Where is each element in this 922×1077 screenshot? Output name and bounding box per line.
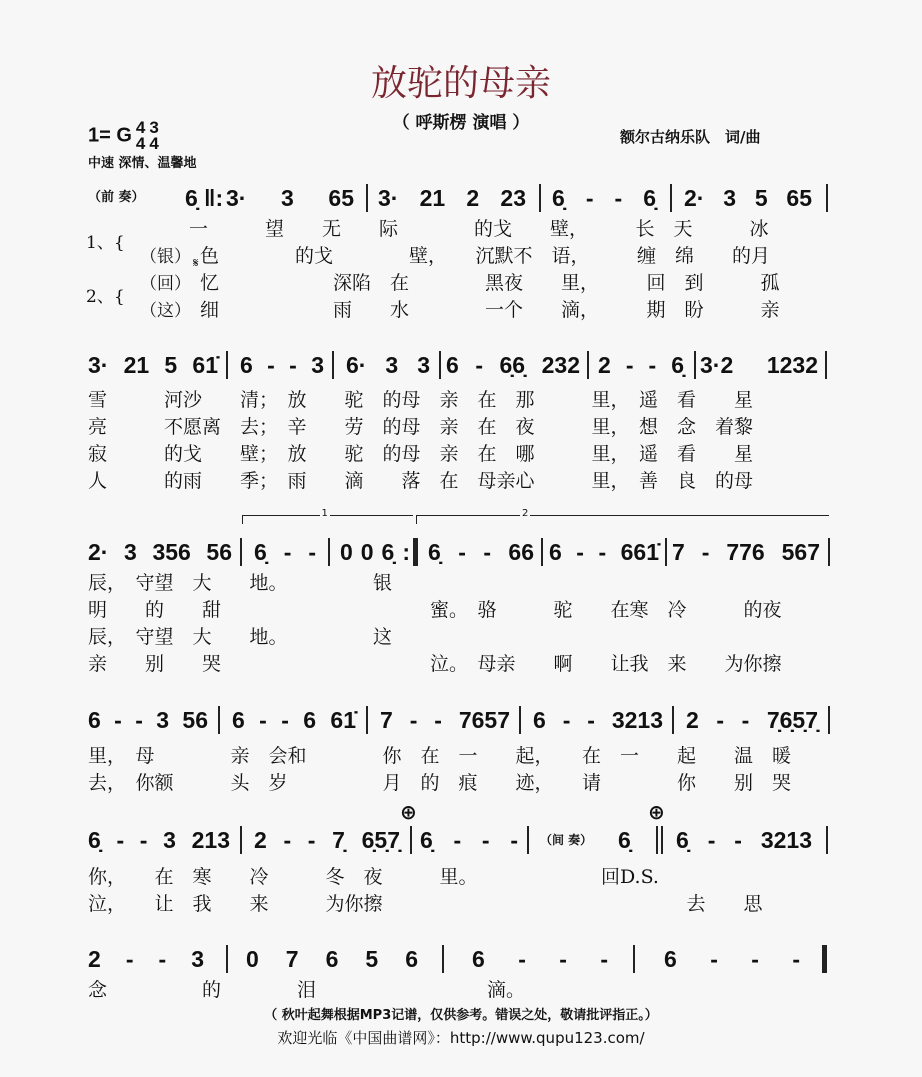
barline — [519, 706, 521, 734]
double-barline — [661, 826, 663, 854]
barline — [826, 184, 828, 212]
barline — [439, 351, 441, 379]
lyric-line: 你， 在 寒 冷 冬 夜 里。 回D.S. — [88, 866, 659, 888]
lyric-line: 一 望 无 际 的戈 壁， 长 天 冰 — [189, 218, 769, 240]
measure: 0 7 6 5 6 — [246, 946, 418, 972]
barline — [332, 351, 334, 379]
time-signature-2 — [149, 120, 158, 152]
measure: 0 0 6̣ : — [340, 539, 410, 565]
measure: 3· 3 65 — [226, 185, 354, 211]
lyric-line: 明 的 甜 蜜。 骆 驼 在寒 冷 的夜 — [88, 599, 782, 621]
time-top: 4 — [135, 118, 146, 137]
lyric-line: 人 的雨 季； 雨 滴 落 在 母亲心 里， 善 良 的母 — [88, 470, 754, 492]
barline — [328, 538, 330, 566]
barline — [587, 351, 589, 379]
barline — [240, 826, 242, 854]
segno-sign: 𝄋 — [193, 256, 199, 271]
verse-2-label: 2、{ — [86, 287, 125, 307]
lyric-line: 忆 深陷 在 黑夜 里， 回 到 孤 — [200, 272, 780, 294]
lyric-line: 寂 的戈 壁； 放 驼 的母 亲 在 哪 里， 遥 看 星 — [88, 443, 754, 465]
measure: 6̣ - - 6̣ — [552, 185, 656, 211]
measure: 6· 3 3 — [346, 352, 430, 378]
transcription-note: （ 秋叶起舞根据MP3记谱，仅供参考。错误之处，敬请批评指正。） — [264, 1008, 658, 1023]
measure: 6 - - - — [472, 946, 608, 972]
measure: 6̣ - - 3 213 — [88, 827, 230, 853]
barline — [633, 945, 635, 973]
measure: 6̣ - - - — [420, 827, 518, 853]
verse-1-label: 1、{ — [86, 233, 125, 253]
measure: 6 - - 661̇ — [549, 539, 659, 565]
coda-sign: ⊕ — [648, 800, 665, 824]
lyric-line: 雪 河沙 清； 放 驼 的母 亲 在 那 里， 遥 看 星 — [88, 389, 754, 411]
measure: 6 - - 3 — [240, 352, 324, 378]
lyric-line: 亲 别 哭 泣。 母亲 啊 让我 来 为你擦 — [88, 653, 782, 675]
measure: 6 - - 6 61̇ — [232, 707, 356, 733]
barline — [825, 351, 827, 379]
website-credit: 欢迎光临《中国曲谱网》：http://www.qupu123.com/ — [277, 1029, 645, 1047]
barline — [539, 184, 541, 212]
lyric-line: 色 的戈 壁， 沉默不 语， 缠 绵 的月 — [200, 245, 771, 267]
measure: 6̣ - - 66 — [428, 539, 534, 565]
key: 1= G — [88, 124, 132, 147]
pickup-lyric: （银） — [140, 247, 191, 267]
measure: 6 - 6̣6̣ 232 — [446, 352, 580, 378]
performer: （ 呼斯楞 演唱 ） — [392, 113, 530, 133]
lyric-line: 亮 不愿离 去； 辛 劳 的母 亲 在 夜 里， 想 念 着黎 — [88, 416, 754, 438]
time-bottom: 4 — [149, 134, 159, 153]
tempo-marking: 中速 深情、温馨地 — [88, 156, 197, 171]
volta-2 — [416, 508, 829, 524]
measure: 6̣ - - 3213 — [676, 827, 812, 853]
barline — [442, 945, 444, 973]
barline — [240, 538, 242, 566]
final-barline — [822, 945, 827, 973]
volta-1 — [242, 508, 413, 524]
measure: 6 - - - — [664, 946, 800, 972]
lyric-line: 细 雨 水 一个 滴， 期 盼 亲 — [200, 299, 780, 321]
lyric-line: 泣， 让 我 来 为你擦 去 思 — [88, 893, 763, 915]
barline — [226, 351, 228, 379]
barline — [672, 706, 674, 734]
lyric-line: 里， 母 亲 会和 你 在 一 起， 在 一 起 温 暖 — [88, 745, 792, 767]
interlude-label: （间 奏） — [540, 833, 593, 847]
double-barline — [656, 826, 658, 854]
barline — [694, 351, 696, 379]
measure: 3· 21 2 23 — [378, 185, 526, 211]
measure: 6̣ — [618, 827, 631, 853]
measure: 2· 3 5 65 — [684, 185, 812, 211]
measure: 2 - - 7̣ 6̣5̣7̣ — [254, 827, 400, 853]
barline — [826, 826, 828, 854]
time-signature-1 — [136, 120, 145, 152]
barline — [226, 945, 228, 973]
measure: 6 - - 3 56 — [88, 707, 208, 733]
pickup-lyric: （回） — [140, 274, 191, 294]
measure: 2· 3 356 56 — [88, 539, 232, 565]
measure: 7 - - 7657 — [380, 707, 510, 733]
prelude-note: 6̣ — [185, 185, 198, 211]
barline — [828, 706, 830, 734]
measure: 6 - - 3213 — [533, 707, 663, 733]
barline — [670, 184, 672, 212]
time-top: 3 — [149, 118, 159, 137]
measure: 3· 21 5 61̇ — [88, 352, 218, 378]
time-bottom: 4 — [135, 134, 146, 153]
lyric-line: 辰， 守望 大 地。 银 — [88, 572, 393, 594]
barline — [366, 706, 368, 734]
lyric-line: 念 的 泪 滴。 — [88, 979, 526, 1001]
coda-sign: ⊕ — [400, 800, 417, 824]
composer-credit: 额尔古纳乐队 词/曲 — [620, 128, 761, 146]
barline — [366, 184, 368, 212]
measure: 7 - 776 567 — [672, 539, 820, 565]
repeat-start: ‖: — [204, 185, 224, 211]
volta-number: 1 — [321, 508, 328, 519]
barline — [665, 538, 667, 566]
repeat-end-barline — [413, 538, 418, 566]
barline — [218, 706, 220, 734]
barline — [541, 538, 543, 566]
measure: 2 - - 7̣6̣5̣7̣ — [686, 707, 818, 733]
barline — [410, 826, 412, 854]
prelude-label: （前 奏） — [88, 190, 145, 205]
measure: 2 - - 3 — [88, 946, 204, 972]
volta-number: 2 — [522, 508, 529, 519]
song-title: 放驼的母亲 — [370, 63, 551, 104]
lyric-line: 辰， 守望 大 地。 这 — [88, 626, 393, 648]
barline — [828, 538, 830, 566]
lyric-line: 去， 你额 头 岁 月 的 痕 迹， 请 你 别 哭 — [88, 772, 792, 794]
key-signature — [88, 120, 159, 152]
measure: 6̣ - - — [254, 539, 316, 565]
measure: 2 - - 6̣ — [598, 352, 684, 378]
barline — [527, 826, 529, 854]
measure: 3·2 1232 — [700, 352, 818, 378]
pickup-lyric: （这） — [140, 301, 191, 321]
